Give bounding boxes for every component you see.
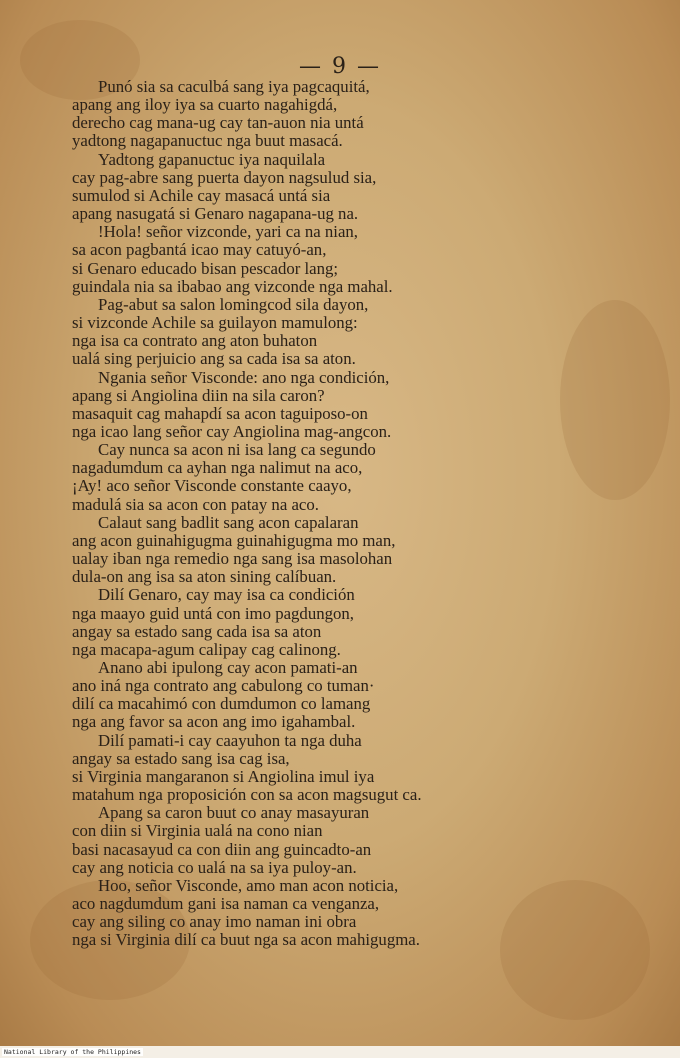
text-line: aco nagdumdum gani isa naman ca venganza, [72,894,380,914]
text-line: Dilí pamati-i cay caayuhon ta nga duha [98,730,362,750]
library-credit: National Library of the Philippines [4,1048,141,1056]
text-line: !Hola! señor vizconde, yari ca na nian, [98,222,358,242]
text-line: Punó sia sa caculbá sang iya pagcaquitá, [98,77,370,96]
text-line: apang nasugatá si Genaro nagapana-ug na. [72,204,359,224]
text-line: sa acon pagbantá icao may catuyó-an, [72,240,327,260]
text-line: cay ang noticia co ualá na sa iya puloy-an. [72,857,357,877]
text-line: ualay iban nga remedio nga sang isa masolohan [72,549,393,569]
text-line: guindala nia sa ibabao ang vizconde nga mahal. [72,276,393,296]
text-line: ualá sing perjuicio ang sa cada isa sa aton. [72,349,356,369]
text-line: con diin si Virginia ualá na cono nian [72,821,323,841]
text-line: Ngania señor Visconde: ano nga condición, [98,367,390,387]
text-line: basi nacasayud ca con diin ang guincadto-an [72,839,372,859]
text-line: Apang sa caron buut co anay masayuran [98,803,370,823]
text-line: apang ang iloy iya sa cuarto nagahigdá, [72,95,338,115]
text-line: matahum nga proposición con sa acon magsugut ca. [72,785,422,805]
poem-text [72,78,572,950]
text-line: cay pag-abre sang puerta dayon nagsulud sia, [72,167,377,187]
text-line: Pag-abut sa salon lomingcod sila dayon, [98,294,369,314]
text-line: sumulod si Achile cay masacá untá sia [72,185,331,205]
text-line: masaquit cag mahapdí sa acon taguiposo-on [72,403,368,423]
text-line: yadtong nagapanuctuc nga buut masacá. [72,131,343,151]
text-line: nga ang favor sa acon ang imo igahambal. [72,712,356,732]
text-line: apang si Angiolina diin na sila caron? [72,385,325,405]
text-line: Cay nunca sa acon ni isa lang ca segundo [98,440,376,460]
text-line: cay ang siling co anay imo naman ini obra [72,912,357,932]
text-line: dula-on ang isa sa aton sining calíbuan. [72,567,337,587]
text-line: ano iná nga contrato ang cabulong co tuman· [72,676,375,696]
text-line: Dilí Genaro, cay may isa ca condición [98,585,355,605]
text-line: madulá sia sa acon con patay na aco. [72,494,319,514]
text-line: angay sa estado sang cada isa sa aton [72,621,322,641]
text-line: ¡Ay! aco señor Visconde constante caayo, [72,476,352,496]
text-line: ang acon guinahigugma guinahigugma mo man, [72,530,396,550]
page-number: — 9 — [299,54,381,79]
text-line: si Genaro educado bisan pescador lang; [72,258,339,278]
text-line: dilí ca macahimó con dumdumon co lamang [72,694,371,714]
text-line: nagadumdum ca ayhan nga nalimut na aco, [72,458,363,478]
paper-stain [560,300,670,500]
text-line: nga macapa-agum calipay cag calinong. [72,639,341,659]
text-line: Calaut sang badlit sang acon capalaran [98,512,359,532]
text-line: Yadtong gapanuctuc iya naquilala [98,149,326,169]
text-line: derecho cag mana-ug cay tan-auon nia untá [72,113,364,133]
text-line: angay sa estado sang isa cag isa, [72,748,290,768]
text-line: Anano abi ipulong cay acon pamati-an [98,658,358,677]
text-line: nga maayo guid untá con imo pagdungon, [72,603,354,623]
text-line: si Virginia mangaranon si Angiolina imul iya [72,766,375,786]
text-line: nga isa ca contrato ang aton buhaton [72,331,318,351]
text-line: nga icao lang señor cay Angiolina mag-angcon. [72,421,392,441]
text-line: si vizconde Achile sa guilayon mamulong: [72,313,358,333]
text-line: nga si Virginia dilí ca buut nga sa acon mahigugma. [72,930,420,950]
text-line: Hoo, señor Visconde, amo man acon noticia, [98,875,399,895]
